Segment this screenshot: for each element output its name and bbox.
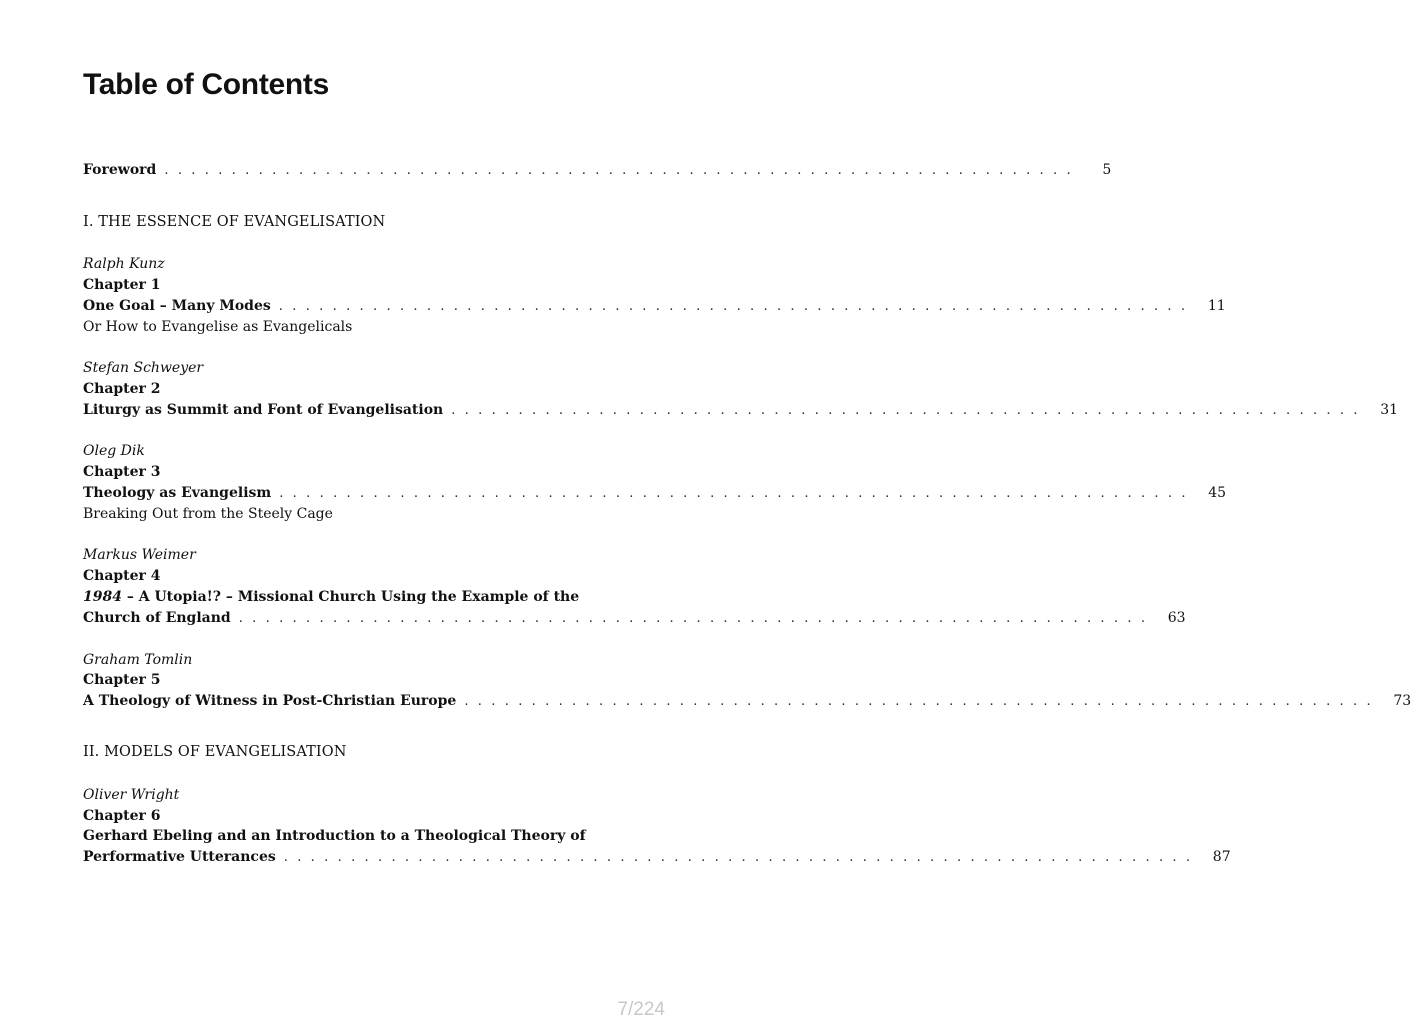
page-number: 73: [1393, 693, 1411, 709]
entry-title-rest: – A Utopia!? – Missional Church Using the Example of the: [121, 589, 580, 605]
chapter-subtitle: Breaking Out from the Steely Cage: [83, 506, 333, 522]
chapter-number: Chapter 6: [83, 808, 161, 824]
page-number: 11: [1207, 298, 1226, 314]
chapter-author: Oleg Dik: [83, 443, 145, 459]
section-heading: II. MODELS OF EVANGELISATION: [83, 744, 347, 760]
dot-leader: . . . . . . . . . . . . . . . . . . . . . . . . . . . . . . . . . . . . . . . . . . . . . . . . . . . . . . . . . . . . . . . . . . . .: [283, 850, 1193, 865]
toc-entry-chapter-6[interactable]: [83, 847, 1231, 868]
toc-entry-foreword[interactable]: [83, 160, 1112, 181]
page-number: 45: [1208, 485, 1227, 501]
page-title: Table of Contents: [83, 68, 330, 101]
dot-leader: . . . . . . . . . . . . . . . . . . . . . . . . . . . . . . . . . . . . . . . . . . . . . . . . . . . . . . . . . . . . . . . . . . . .: [451, 403, 1361, 418]
page-number: 87: [1212, 849, 1231, 865]
chapter-author: Markus Weimer: [83, 547, 196, 563]
entry-title: Church of England: [83, 610, 231, 626]
toc-entry-chapter-4[interactable]: [83, 608, 1186, 629]
entry-title: Theology as Evangelism: [83, 485, 272, 501]
entry-title-line-1[interactable]: Gerhard Ebeling and an Introduction to a Theological Theory of: [83, 828, 586, 844]
entry-title: Performative Utterances: [83, 849, 276, 865]
chapter-number: Chapter 1: [83, 277, 161, 293]
dot-leader: . . . . . . . . . . . . . . . . . . . . . . . . . . . . . . . . . . . . . . . . . . . . . . . . . . . . . . . . . . . . . . . . . . . .: [464, 694, 1374, 709]
section-heading: I. THE ESSENCE OF EVANGELISATION: [83, 214, 386, 230]
entry-title: Liturgy as Summit and Font of Evangelisation: [83, 402, 444, 418]
chapter-author: Graham Tomlin: [83, 652, 193, 668]
page-number: 5: [1102, 162, 1112, 178]
entry-title-italic: 1984: [83, 589, 122, 605]
toc-entry-chapter-1[interactable]: [83, 296, 1226, 317]
chapter-number: Chapter 4: [83, 568, 161, 584]
chapter-author: Stefan Schweyer: [83, 360, 204, 376]
chapter-number: Chapter 5: [83, 672, 161, 688]
toc-entry-chapter-5[interactable]: [83, 691, 1411, 712]
entry-title: A Theology of Witness in Post-Christian Europe: [83, 693, 457, 709]
dot-leader: . . . . . . . . . . . . . . . . . . . . . . . . . . . . . . . . . . . . . . . . . . . . . . . . . . . . . . . . . . . . . . . . . . . .: [278, 299, 1188, 314]
entry-title-line-1[interactable]: [83, 587, 611, 608]
chapter-author: Oliver Wright: [83, 787, 180, 803]
toc-entry-chapter-3[interactable]: [83, 483, 1227, 504]
dot-leader: . . . . . . . . . . . . . . . . . . . . . . . . . . . . . . . . . . . . . . . . . . . . . . . . . . . . . . . . . . . . . . . . . . . .: [164, 163, 1074, 178]
chapter-subtitle: Or How to Evangelise as Evangelicals: [83, 319, 353, 335]
page-indicator: 7/224: [617, 999, 665, 1020]
chapter-author: Ralph Kunz: [83, 256, 165, 272]
dot-leader: . . . . . . . . . . . . . . . . . . . . . . . . . . . . . . . . . . . . . . . . . . . . . . . . . . . . . . . . . . . . . . . . . . . .: [279, 486, 1189, 501]
entry-title: Foreword: [83, 162, 157, 178]
entry-title: One Goal – Many Modes: [83, 298, 271, 314]
page-number: 63: [1167, 610, 1186, 626]
chapter-number: Chapter 2: [83, 381, 161, 397]
page-number: 31: [1380, 402, 1399, 418]
toc-entry-chapter-2[interactable]: [83, 400, 1399, 421]
chapter-number: Chapter 3: [83, 464, 161, 480]
dot-leader: . . . . . . . . . . . . . . . . . . . . . . . . . . . . . . . . . . . . . . . . . . . . . . . . . . . . . . . . . . . . . . . . . . . .: [238, 611, 1148, 626]
